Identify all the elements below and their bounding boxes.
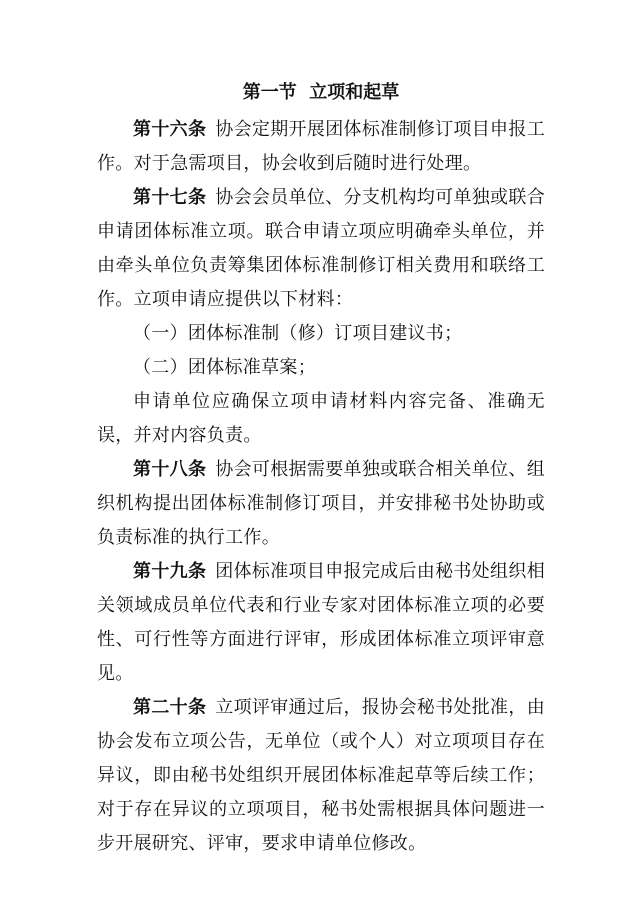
article-label: 第十八条	[133, 459, 207, 480]
document-page	[97, 78, 545, 861]
article-label: 第十七条	[133, 187, 207, 208]
article-17	[97, 181, 545, 317]
article-18	[97, 453, 545, 555]
article-20	[97, 691, 545, 861]
section-title: 第一节 立项和起草	[242, 82, 400, 103]
article-19	[97, 555, 545, 691]
article-16	[97, 113, 545, 181]
article-text: 团体标准项目申报完成后由秘书处组织相关领域成员单位代表和行业专家对团体标准立项的必要性、可行性等方面进行评审，形成团体标准立项评审意见。	[97, 561, 545, 684]
list-item: （一）团体标准制（修）订项目建议书；	[133, 323, 463, 344]
article-text: 立项评审通过后，报协会秘书处批准，由协会发布立项公告，无单位（或个人）对立项项目存在异议，即由秘书处组织开展团体标准起草等后续工作；对于存在异议的立项项目，秘书处需根据具体问题进一步开展研究、评审，要求申请单位修改。	[97, 697, 545, 854]
article-label: 第二十条	[133, 697, 207, 718]
article-text: 协会定期开展团体标准制修订项目申报工作。对于急需项目，协会收到后随时进行处理。	[97, 119, 545, 174]
article-label: 第十六条	[133, 119, 207, 140]
article-17-note: 申请单位应确保立项申请材料内容完备、准确无误，并对内容负责。	[97, 391, 545, 446]
article-text: 协会会员单位、分支机构均可单独或联合申请团体标准立项。联合申请立项应明确牵头单位，并由牵头单位负责筹集团体标准制修订相关费用和联络工作。立项申请应提供以下材料：	[97, 187, 545, 310]
list-item: （二）团体标准草案；	[133, 357, 316, 378]
article-label: 第十九条	[133, 561, 207, 582]
article-text: 协会可根据需要单独或联合相关单位、组织机构提出团体标准制修订项目，并安排秘书处协助或负责标准的执行工作。	[97, 459, 545, 548]
